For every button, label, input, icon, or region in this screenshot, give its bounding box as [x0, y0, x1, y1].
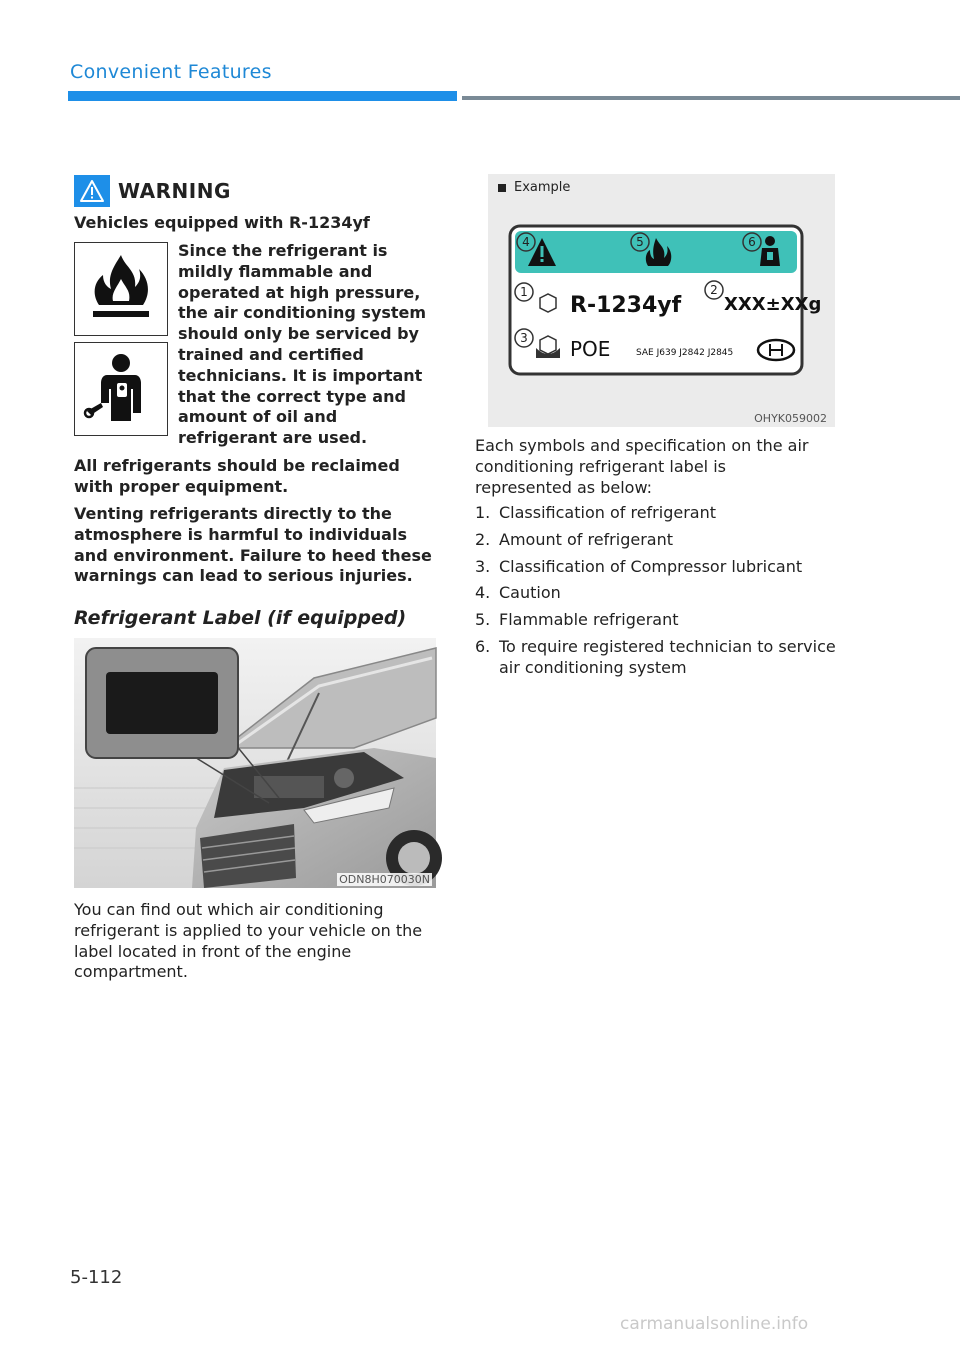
symbol-legend-list	[475, 503, 839, 685]
example-label	[498, 180, 570, 195]
list-item: 6. To require registered technician to service air conditioning system	[475, 636, 836, 677]
header-accent-bar	[68, 91, 457, 101]
label-amount-text: XXX±XXg	[724, 294, 822, 315]
flame-icon	[74, 242, 168, 336]
warning-main-text: Since the refrigerant is mildly flammable and operated at high pressure, the air conditioning system should only be serviced by trained and certified technicians. It is important that the correct type and amount of oil and refrigerant are used.	[178, 241, 427, 448]
refrigerant-label-heading: Refrigerant Label (if equipped)	[74, 607, 407, 629]
warning-venting-text: Venting refrigerants directly to the atmosphere is harmful to individuals and environment. Failure to heed these warnings can lead to serious injuries.	[74, 504, 432, 586]
list-item: 1. Classification of refrigerant	[475, 503, 716, 522]
label-oil-text: POE	[570, 337, 611, 361]
warning-reclaim-text: All refrigerants should be reclaimed with proper equipment.	[74, 456, 400, 496]
list-item: 5. Flammable refrigerant	[475, 610, 679, 630]
refrigerant-label-illustration	[508, 224, 822, 376]
label-standards-text: SAE J639 J2842 J2845	[636, 348, 734, 358]
callout-6: 6	[748, 235, 756, 249]
warning-triangle-icon	[74, 175, 110, 207]
bullet-square-icon	[498, 184, 506, 192]
label-refrigerant-text: R-1234yf	[570, 293, 682, 318]
label-location-text: You can find out which air conditioning refrigerant is applied to your vehicle on the label located in front of the engine compartment.	[74, 900, 423, 982]
list-item: 4. Caution	[475, 583, 561, 603]
callout-4: 4	[522, 235, 530, 249]
warning-subtitle: Vehicles equipped with R-1234yf	[74, 213, 370, 232]
list-item: 3. Classification of Compressor lubricant	[475, 556, 803, 576]
symbols-intro-text: Each symbols and specification on the air conditioning refrigerant label is represented as below:	[475, 436, 809, 497]
watermark: carmanualsonline.info	[620, 1314, 809, 1334]
header-divider	[462, 96, 960, 100]
callout-5: 5	[636, 235, 644, 249]
technician-icon	[74, 342, 168, 436]
warning-title: WARNING	[118, 179, 231, 203]
example-figure	[488, 174, 835, 427]
figure-code: ODN8H070030N	[339, 873, 430, 886]
callout-3: 3	[520, 331, 528, 345]
list-item: 2. Amount of refrigerant	[475, 529, 673, 549]
example-label-text: Example	[514, 180, 571, 195]
engine-compartment-figure	[74, 638, 436, 888]
callout-1: 1	[520, 285, 528, 299]
warning-heading	[74, 175, 231, 207]
callout-2: 2	[710, 283, 718, 297]
page-number: 5-112	[70, 1267, 123, 1288]
technician-small-icon	[765, 236, 775, 246]
example-figure-code: OHYK059002	[754, 412, 827, 425]
section-title: Convenient Features	[70, 61, 272, 83]
